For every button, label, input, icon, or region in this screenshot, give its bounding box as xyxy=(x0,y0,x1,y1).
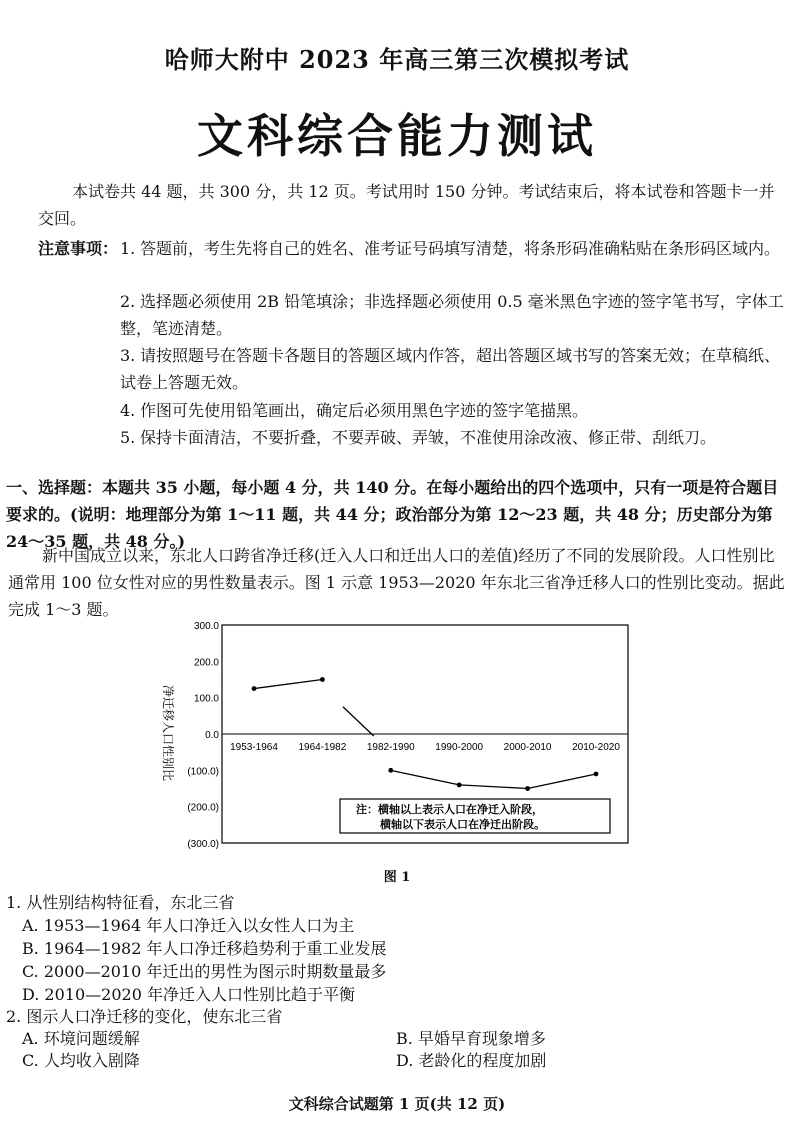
note-number: 5. xyxy=(120,428,136,447)
question-1-option-a[interactable]: A. 1953—1964 年人口净迁入以女性人口为主 xyxy=(22,916,355,935)
x-tick-label: 1990-2000 xyxy=(435,742,484,753)
y-tick-label: (200.0) xyxy=(187,802,219,814)
series-transition-line xyxy=(343,707,374,736)
question-1-option-d[interactable]: D. 2010—2020 年净迁入人口性别比趋于平衡 xyxy=(22,985,355,1004)
line-chart xyxy=(150,615,640,855)
data-point xyxy=(594,772,599,777)
note-number: 1. xyxy=(120,239,136,258)
note-text: 选择题必须使用 2B 铅笔填涂；非选择题必须使用 0.5 毫米黑色字迹的签字笔书写，字体工整，笔迹清楚。 xyxy=(120,292,784,338)
y-tick-label: 0.0 xyxy=(205,730,219,741)
x-tick-label: 1964-1982 xyxy=(298,742,347,753)
question-passage: 新中国成立以来，东北人口跨省净迁移(迁入人口和迁出人口的差值)经历了不同的发展阶段。人口性别比通常用 100 位女性对应的男性数量表示。图 1 示意 1953—2020 年东北三省净迁移人口的性别比变动。据此完成 1～3 题。 xyxy=(8,546,785,619)
annotation-line-2: 横轴以下表示人口在净迁出阶段。 xyxy=(380,819,545,831)
y-tick-label: (100.0) xyxy=(187,766,219,778)
annotation-line-1: 注：横轴以上表示人口在净迁入阶段， xyxy=(356,804,543,816)
note-number: 3. xyxy=(120,346,136,365)
y-tick-label: 300.0 xyxy=(193,621,219,632)
x-tick-label: 2010-2020 xyxy=(572,742,620,753)
data-point xyxy=(525,786,530,791)
question-1-option-b[interactable]: B. 1964—1982 年人口净迁移趋势利于重工业发展 xyxy=(22,939,387,958)
series-line-segment xyxy=(391,770,459,785)
y-tick-label: 100.0 xyxy=(193,693,219,705)
y-tick-label: (300.0) xyxy=(187,839,219,850)
exam-main-title: 文科综合能力测试 xyxy=(197,109,597,163)
note-item xyxy=(120,424,784,451)
note-number: 2. xyxy=(120,292,136,311)
data-point xyxy=(457,782,462,787)
y-tick-label: 200.0 xyxy=(193,657,219,669)
question-1-stem: 1. 从性别结构特征看，东北三省 xyxy=(6,893,235,912)
note-text: 保持卡面清洁，不要折叠，不要弄破、弄皱，不准使用涂改液、修正带、刮纸刀。 xyxy=(140,428,717,447)
question-1-option-c[interactable]: C. 2000—2010 年迁出的男性为图示时期数量最多 xyxy=(22,962,387,981)
x-tick-label: 1953-1964 xyxy=(230,742,278,753)
intro-paragraph: 本试卷共 44 题，共 300 分，共 12 页。考试用时 150 分钟。考试结束后，将本试卷和答题卡一并交回。 xyxy=(38,182,775,228)
exam-school-title: 哈师大附中 2023 年高三第三次模拟考试 xyxy=(164,45,630,74)
note-item xyxy=(120,235,784,262)
data-point xyxy=(320,677,325,682)
note-item xyxy=(120,397,784,424)
question-2-option-b[interactable]: B. 早婚早育现象增多 xyxy=(396,1029,546,1048)
note-item xyxy=(120,342,784,396)
series-line-segment xyxy=(459,785,527,789)
data-point xyxy=(252,686,257,691)
note-text: 请按照题号在答题卡各题目的答题区域内作答，超出答题区域书写的答案无效；在草稿纸、试卷上答题无效。 xyxy=(120,346,781,392)
section-heading: 一、选择题：本题共 35 小题，每小题 4 分，共 140 分。在每小题给出的四个选项中，只有一项是符合题目要求的。(说明：地理部分为第 1～11 题，共 44 分；政治部分为第 12～23 题，共 48 分；历史部分为第 24～35 题，共 48 分。) xyxy=(6,478,779,551)
y-axis-label: 净迁移人口性别比 xyxy=(161,684,175,782)
question-2-option-a[interactable]: A. 环境问题缓解 xyxy=(22,1029,140,1048)
x-tick-label: 2000-2010 xyxy=(503,742,552,753)
figure-caption: 图 1 xyxy=(383,870,411,885)
note-item xyxy=(120,288,784,342)
note-text: 作图可先使用铅笔画出，确定后必须用黑色字迹的签字笔描黑。 xyxy=(140,401,589,420)
question-2-option-d[interactable]: D. 老龄化的程度加剧 xyxy=(396,1051,547,1070)
question-2-stem: 2. 图示人口净迁移的变化，使东北三省 xyxy=(6,1007,283,1026)
note-number: 4. xyxy=(120,401,136,420)
series-line-segment xyxy=(528,774,596,789)
x-tick-label: 1982-1990 xyxy=(366,742,415,753)
question-2-option-c[interactable]: C. 人均收入剧降 xyxy=(22,1051,140,1070)
notes-label: 注意事项： xyxy=(38,239,119,258)
note-text: 答题前，考生先将自己的姓名、准考证号码填写清楚，将条形码准确粘贴在条形码区域内。 xyxy=(140,239,781,258)
series-line-segment xyxy=(254,680,322,689)
page-footer: 文科综合试题第 1 页(共 12 页) xyxy=(288,1095,506,1113)
data-point xyxy=(388,768,393,773)
